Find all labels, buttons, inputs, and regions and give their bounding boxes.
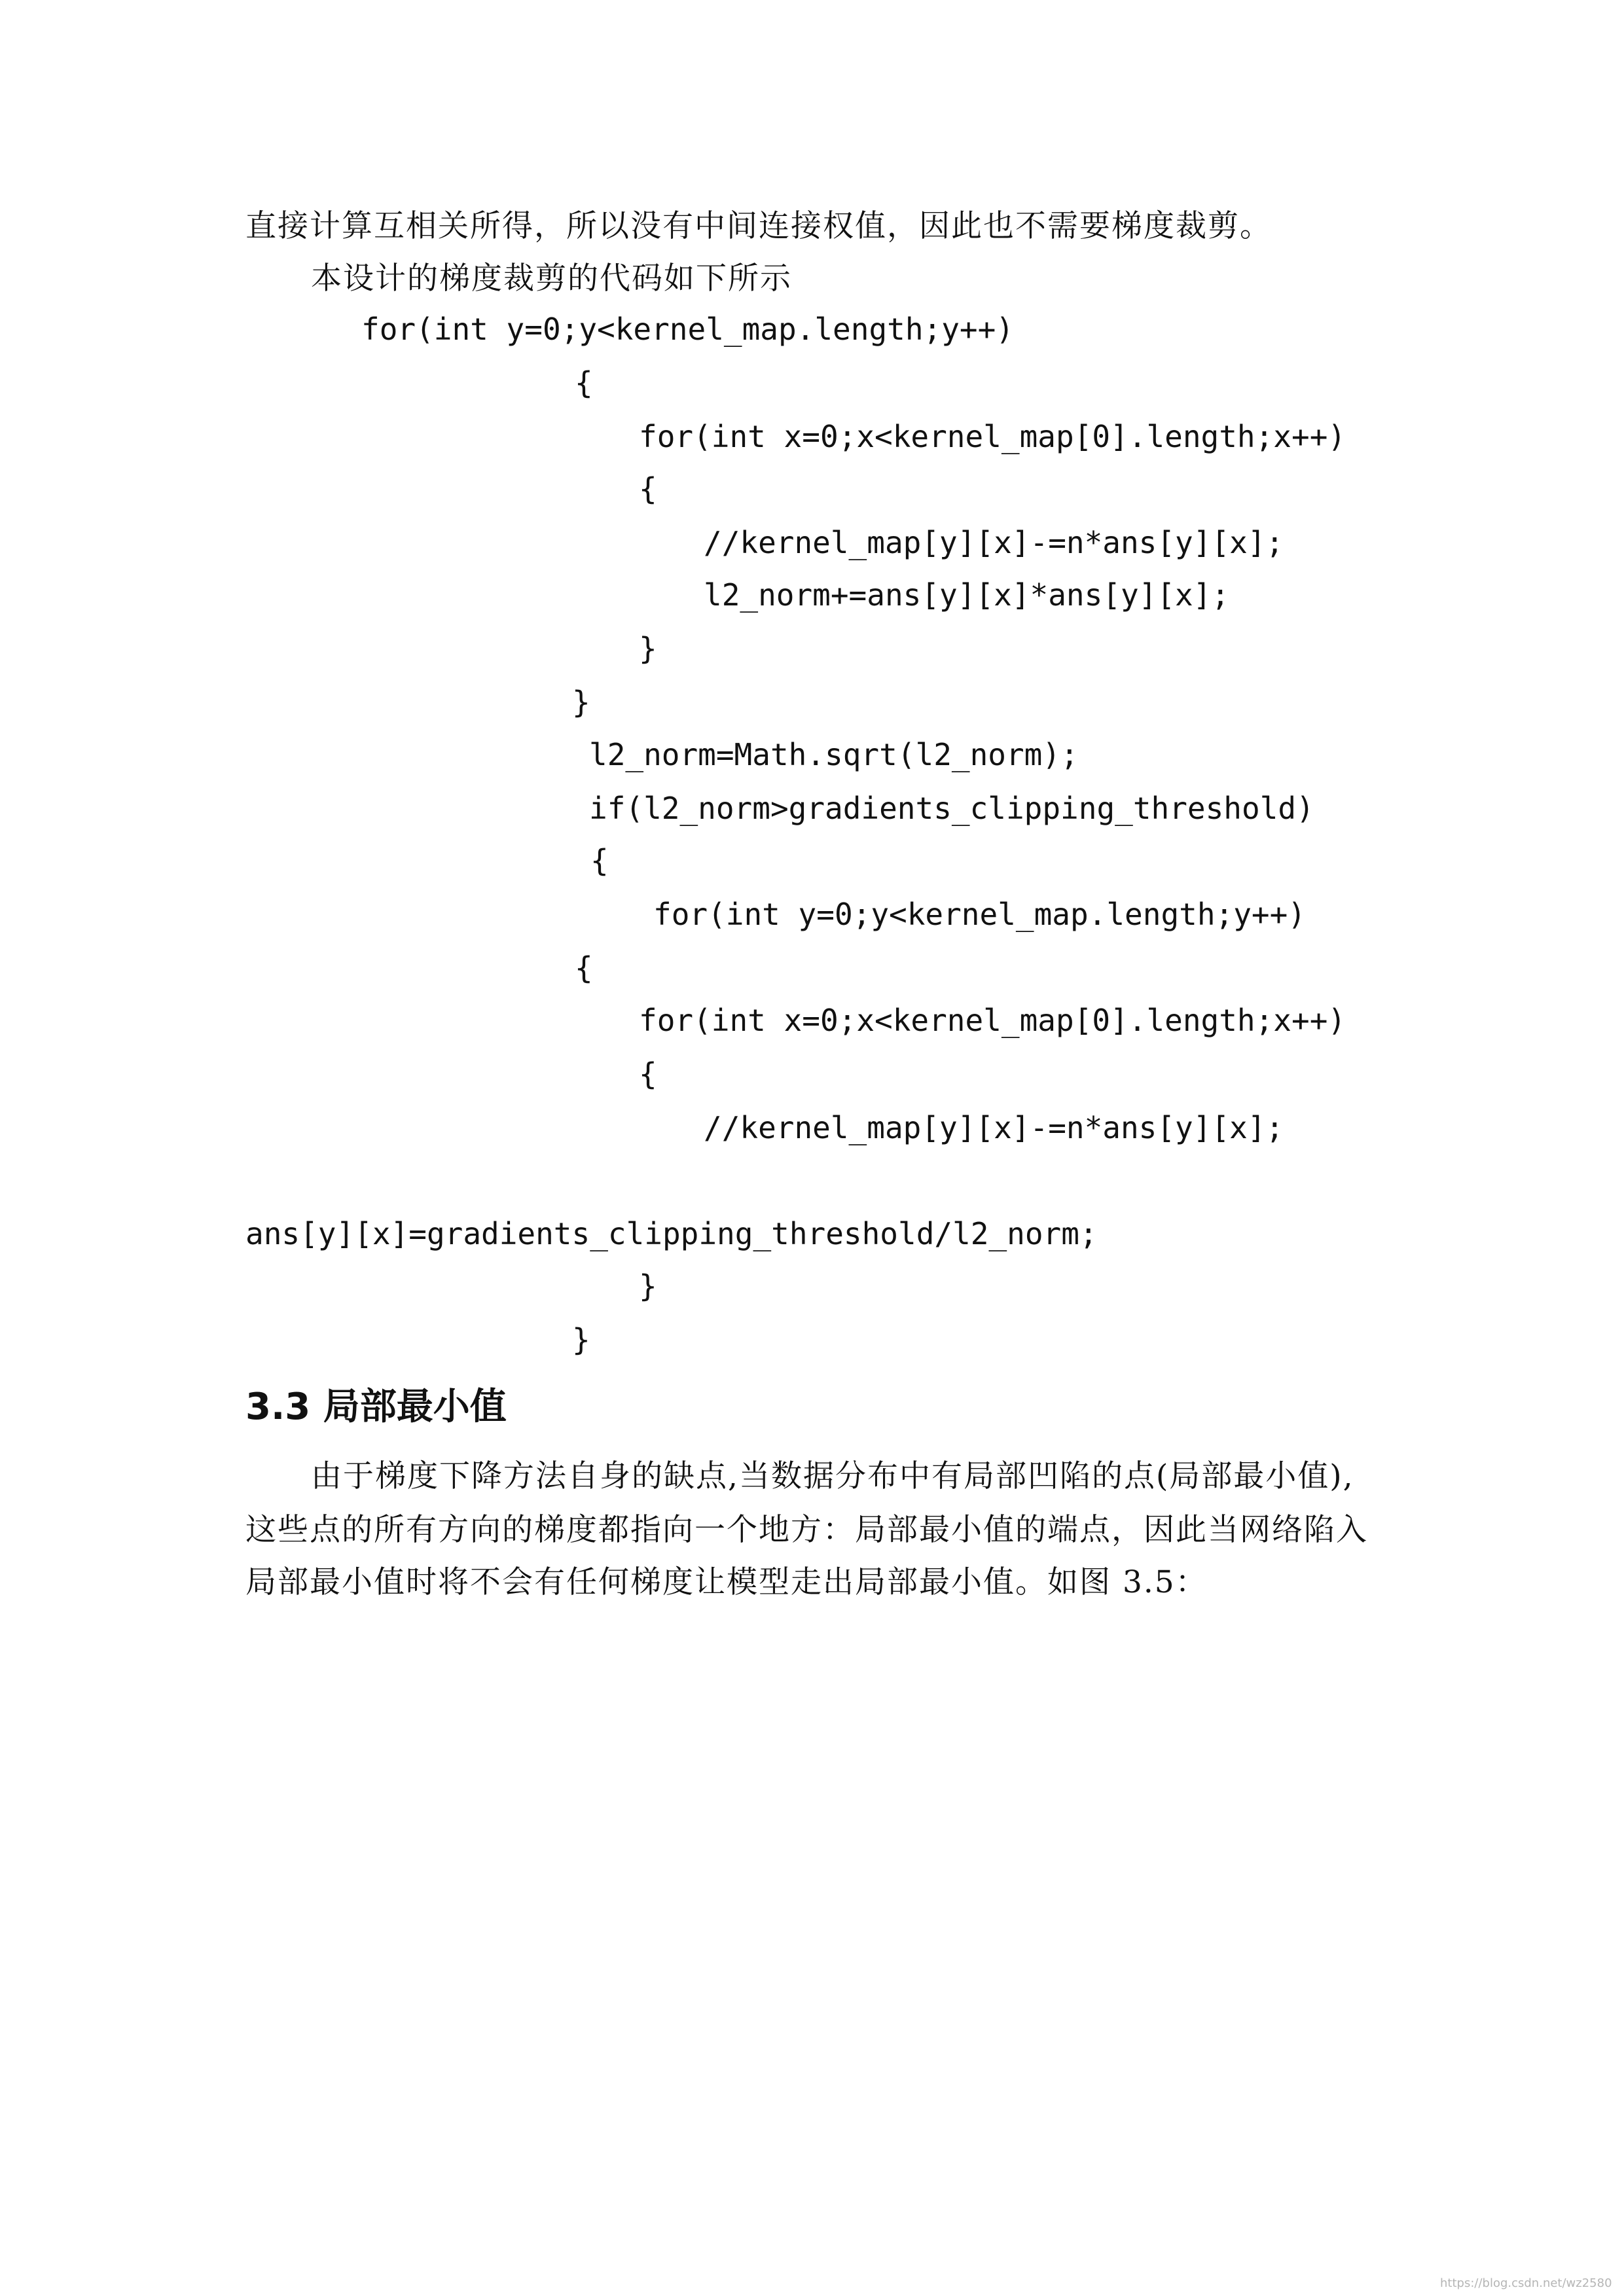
code-line: } [639,1268,657,1304]
code-line: { [575,950,593,986]
code-line: { [590,843,609,878]
paragraph-bottom-line-1: 由于梯度下降方法自身的缺点,当数据分布中有局部凹陷的点(局部最小值), [311,1458,1354,1494]
code-line: } [572,685,590,720]
paragraph-top-line-1: 直接计算互相关所得，所以没有中间连接权值，因此也不需要梯度裁剪。 [245,208,1272,244]
code-line: l2_norm+=ans[y][x]*ans[y][x]; [704,577,1230,613]
code-line: if(l2_norm>gradients_clipping_threshold) [589,791,1314,826]
code-line: for(int x=0;x<kernel_map[0].length;x++) [639,419,1346,454]
code-line: for(int y=0;y<kernel_map.length;y++) [361,312,1014,347]
code-line: for(int y=0;y<kernel_map.length;y++) [653,897,1306,932]
section-heading: 3.3 局部最小值 [245,1386,507,1428]
paragraph-bottom-line-2: 这些点的所有方向的梯度都指向一个地方：局部最小值的端点，因此当网络陷入 [245,1512,1368,1548]
code-line: } [639,631,657,666]
watermark: https://blog.csdn.net/wz2580 [1440,2276,1612,2290]
code-line: l2_norm=Math.sqrt(l2_norm); [589,737,1079,772]
paragraph-bottom-line-3: 局部最小值时将不会有任何梯度让模型走出局部最小值。如图 3.5： [245,1564,1208,1600]
code-line: { [639,1056,657,1092]
code-line: //kernel_map[y][x]-=n*ans[y][x]; [704,525,1284,560]
code-line: for(int x=0;x<kernel_map[0].length;x++) [639,1003,1346,1038]
code-line: { [575,365,593,401]
code-line: { [639,471,657,507]
code-line: ans[y][x]=gradients_clipping_threshold/l2_norm; [245,1216,1098,1251]
paragraph-top-line-2: 本设计的梯度裁剪的代码如下所示 [311,260,792,296]
code-line: } [572,1322,590,1357]
code-line: //kernel_map[y][x]-=n*ans[y][x]; [704,1110,1284,1145]
